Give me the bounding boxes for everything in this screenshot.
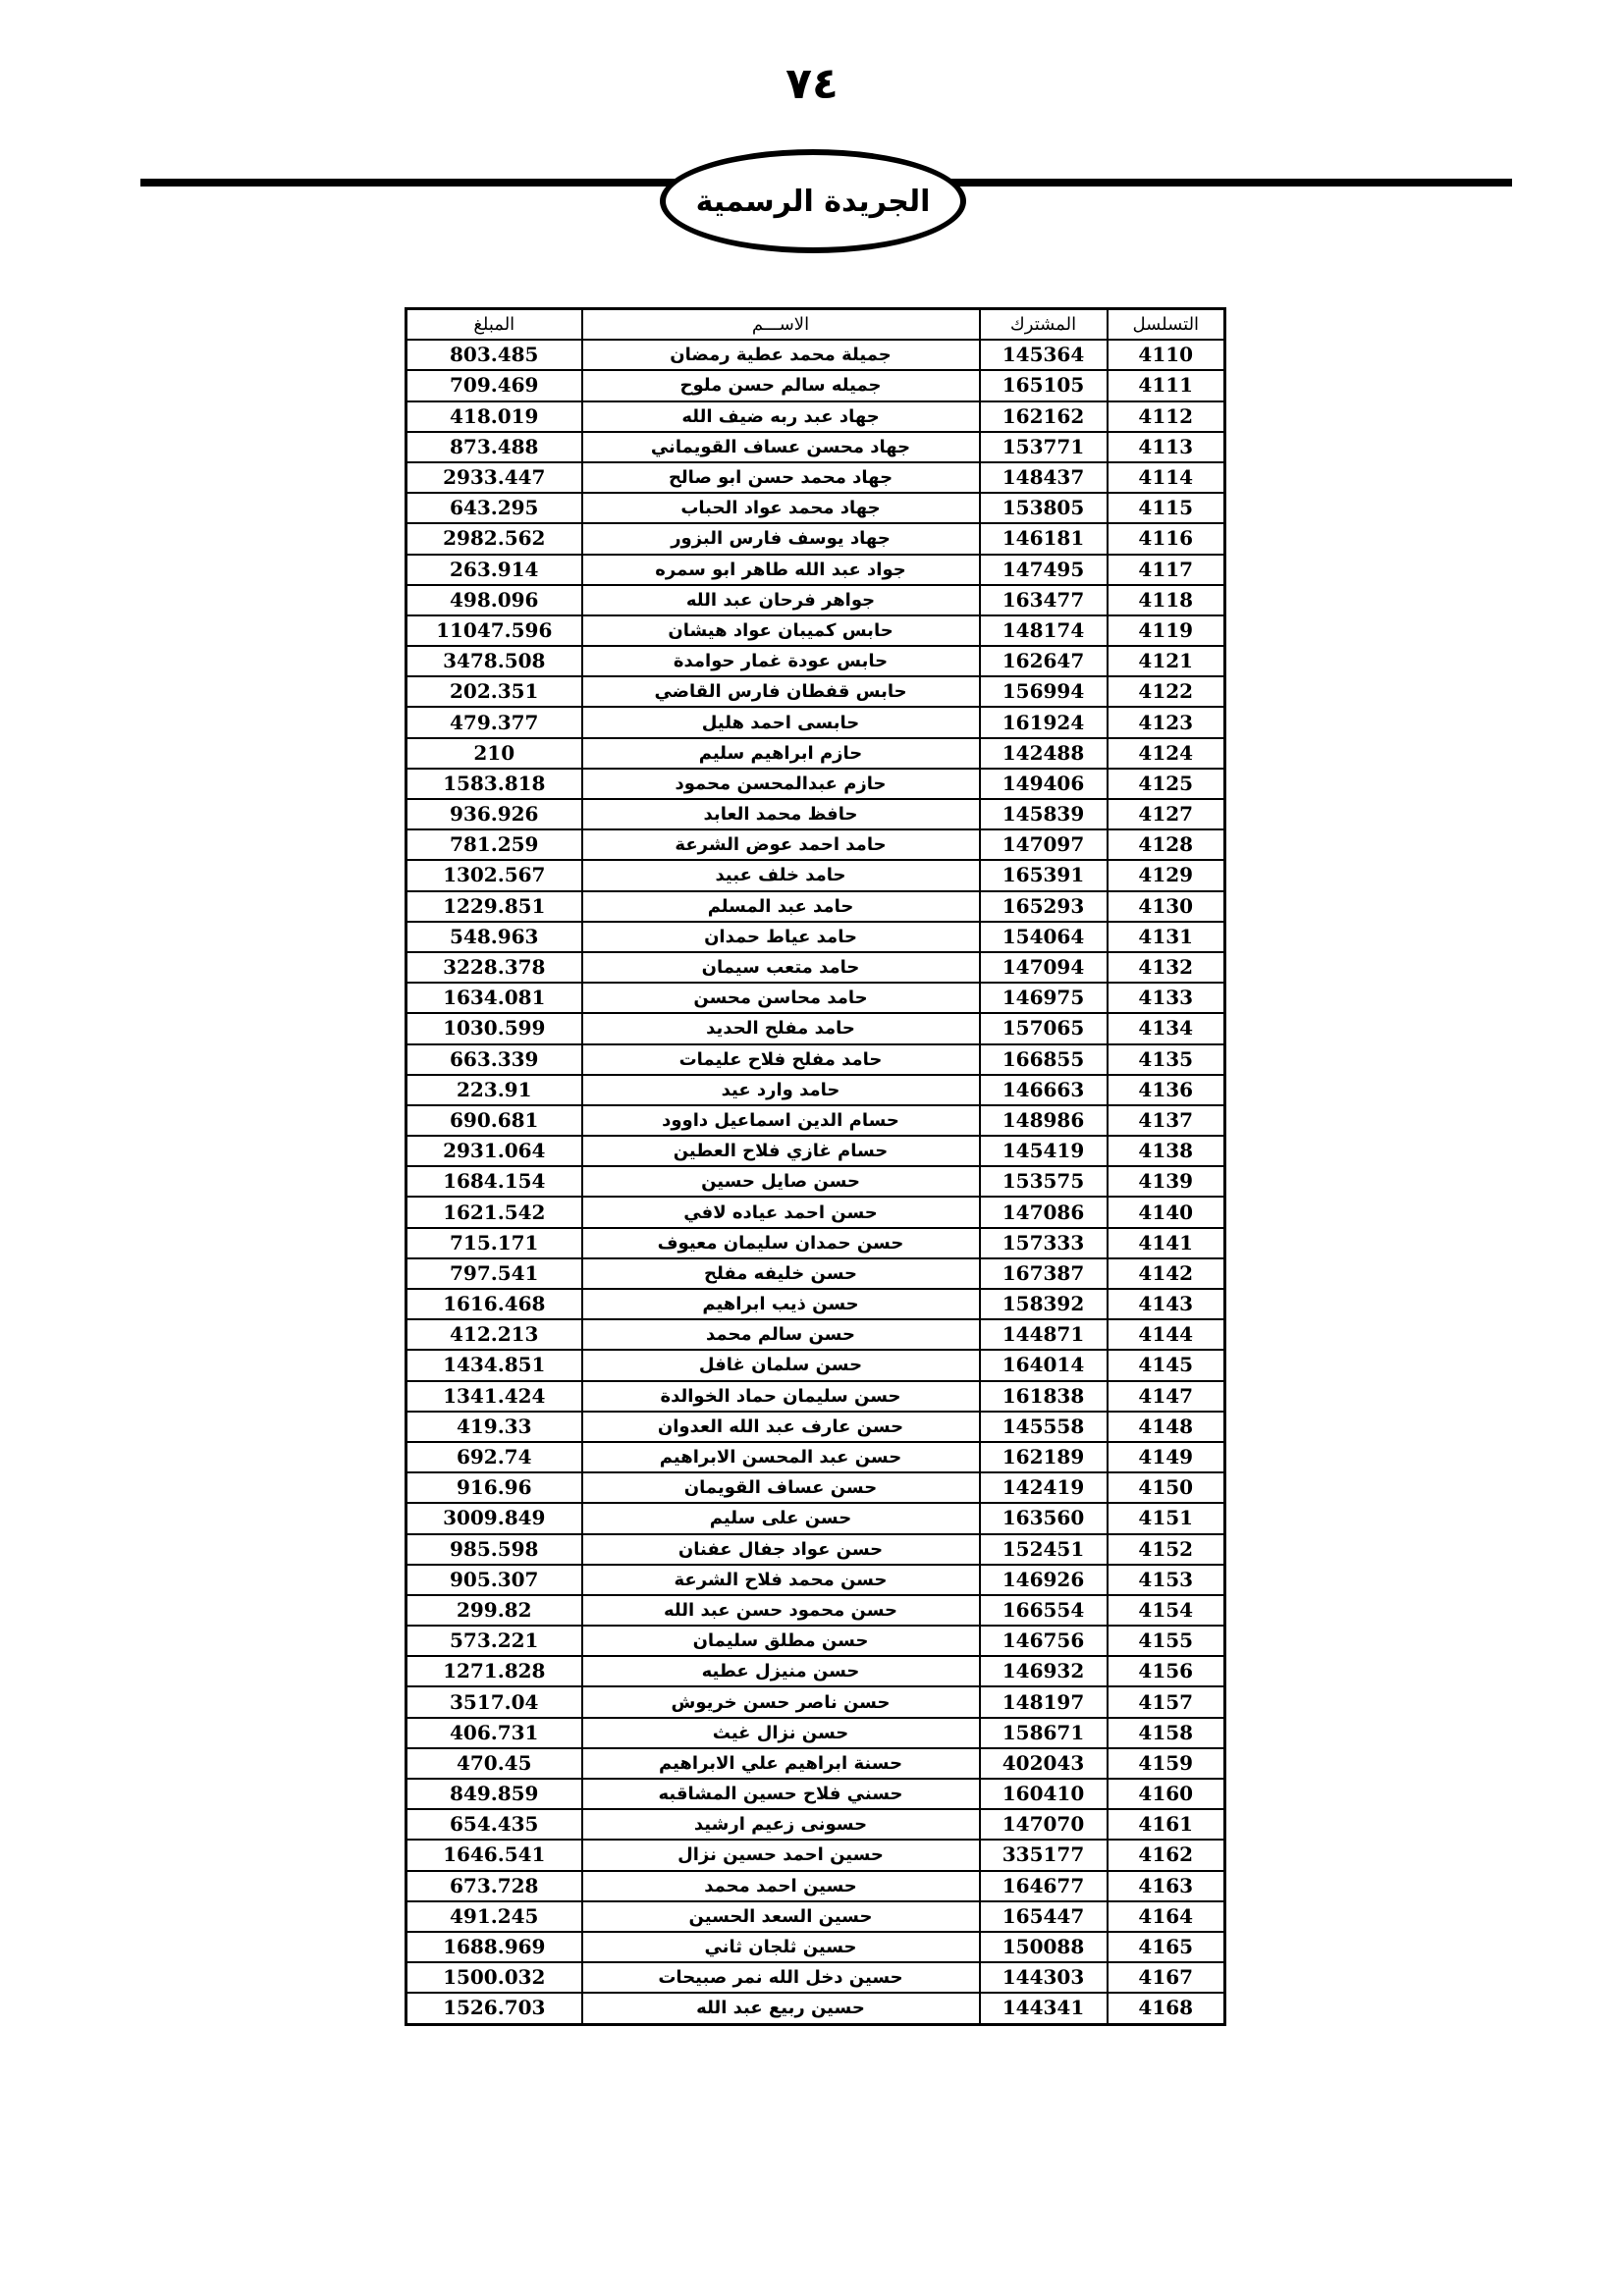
subscriber-cell: 145558 bbox=[980, 1412, 1108, 1442]
subscriber-cell: 164677 bbox=[980, 1871, 1108, 1901]
subscriber-cell: 153805 bbox=[980, 493, 1108, 523]
name-cell: جواهر فرحان عبد الله bbox=[582, 585, 980, 615]
amount-cell: 1646.541 bbox=[406, 1840, 582, 1870]
serial-cell: 4125 bbox=[1108, 769, 1225, 799]
table-row bbox=[406, 769, 1225, 799]
amount-cell: 936.926 bbox=[406, 799, 582, 829]
name-cell: حسن مطلق سليمان bbox=[582, 1626, 980, 1656]
table-row bbox=[406, 1319, 1225, 1350]
serial-cell: 4133 bbox=[1108, 983, 1225, 1013]
table-row bbox=[406, 799, 1225, 829]
name-cell: حابس كميبان عواد هيشان bbox=[582, 615, 980, 646]
subscriber-cell: 161838 bbox=[980, 1381, 1108, 1412]
serial-cell: 4155 bbox=[1108, 1626, 1225, 1656]
serial-cell: 4129 bbox=[1108, 860, 1225, 890]
amount-cell: 1434.851 bbox=[406, 1350, 582, 1380]
subscriber-cell: 162647 bbox=[980, 646, 1108, 676]
column-header-serial: التسلسل bbox=[1108, 309, 1225, 341]
name-cell: حسونى زعيم ارشيد bbox=[582, 1809, 980, 1840]
column-header-amount: المبلغ bbox=[406, 309, 582, 341]
serial-cell: 4137 bbox=[1108, 1105, 1225, 1136]
amount-cell: 673.728 bbox=[406, 1871, 582, 1901]
name-cell: حسين ربيع عبد الله bbox=[582, 1993, 980, 2024]
subscriber-cell: 145419 bbox=[980, 1136, 1108, 1166]
amount-cell: 1229.851 bbox=[406, 891, 582, 922]
amount-cell: 2933.447 bbox=[406, 462, 582, 493]
amount-cell: 1030.599 bbox=[406, 1013, 582, 1043]
name-cell: حسن محمود حسن عبد الله bbox=[582, 1595, 980, 1626]
amount-cell: 985.598 bbox=[406, 1534, 582, 1565]
name-cell: حسن منيزل عطيه bbox=[582, 1656, 980, 1686]
subscriber-cell: 154064 bbox=[980, 922, 1108, 952]
subscriber-cell: 165447 bbox=[980, 1901, 1108, 1932]
serial-cell: 4130 bbox=[1108, 891, 1225, 922]
table-row bbox=[406, 983, 1225, 1013]
table-row bbox=[406, 1442, 1225, 1472]
amount-cell: 692.74 bbox=[406, 1442, 582, 1472]
serial-cell: 4145 bbox=[1108, 1350, 1225, 1380]
amount-cell: 210 bbox=[406, 738, 582, 769]
table-row bbox=[406, 1289, 1225, 1319]
table-row bbox=[406, 1534, 1225, 1565]
table-row bbox=[406, 1993, 1225, 2024]
name-cell: جواد عبد الله طاهر ابو سمره bbox=[582, 555, 980, 585]
serial-cell: 4163 bbox=[1108, 1871, 1225, 1901]
table-row bbox=[406, 1809, 1225, 1840]
name-cell: حسني فلاح حسين المشاقبه bbox=[582, 1779, 980, 1809]
table-row bbox=[406, 1350, 1225, 1380]
name-cell: جميلة محمد عطية رمضان bbox=[582, 340, 980, 370]
name-cell: حامد وارد عيد bbox=[582, 1075, 980, 1105]
name-cell: حسن سالم محمد bbox=[582, 1319, 980, 1350]
amount-cell: 663.339 bbox=[406, 1044, 582, 1075]
table-row bbox=[406, 585, 1225, 615]
serial-cell: 4168 bbox=[1108, 1993, 1225, 2024]
amount-cell: 1583.818 bbox=[406, 769, 582, 799]
name-cell: حامد عياط حمدان bbox=[582, 922, 980, 952]
subscriber-cell: 166554 bbox=[980, 1595, 1108, 1626]
name-cell: جهاد يوسف فارس البزور bbox=[582, 523, 980, 554]
amount-cell: 690.681 bbox=[406, 1105, 582, 1136]
table-row bbox=[406, 555, 1225, 585]
table-row bbox=[406, 1718, 1225, 1748]
name-cell: حسام الدين اسماعيل داوود bbox=[582, 1105, 980, 1136]
table-row bbox=[406, 1901, 1225, 1932]
table-row bbox=[406, 860, 1225, 890]
table-header-row bbox=[406, 309, 1225, 341]
table-row bbox=[406, 493, 1225, 523]
table-row bbox=[406, 1840, 1225, 1870]
amount-cell: 1271.828 bbox=[406, 1656, 582, 1686]
subscriber-cell: 156994 bbox=[980, 676, 1108, 707]
name-cell: حامد خلف عبيد bbox=[582, 860, 980, 890]
table-row bbox=[406, 646, 1225, 676]
amount-cell: 573.221 bbox=[406, 1626, 582, 1656]
amount-cell: 2931.064 bbox=[406, 1136, 582, 1166]
serial-cell: 4117 bbox=[1108, 555, 1225, 585]
amount-cell: 3009.849 bbox=[406, 1503, 582, 1533]
serial-cell: 4158 bbox=[1108, 1718, 1225, 1748]
name-cell: حامد مفلح فلاح عليمات bbox=[582, 1044, 980, 1075]
name-cell: جهاد عبد ربه ضيف الله bbox=[582, 401, 980, 432]
name-cell: حسين احمد محمد bbox=[582, 1871, 980, 1901]
subscriber-cell: 153575 bbox=[980, 1166, 1108, 1197]
name-cell: حابس عودة غمار حوامدة bbox=[582, 646, 980, 676]
amount-cell: 797.541 bbox=[406, 1258, 582, 1289]
amount-cell: 1341.424 bbox=[406, 1381, 582, 1412]
table-row bbox=[406, 1779, 1225, 1809]
name-cell: حسن ذيب ابراهيم bbox=[582, 1289, 980, 1319]
name-cell: حابس قفطان فارس القاضي bbox=[582, 676, 980, 707]
serial-cell: 4119 bbox=[1108, 615, 1225, 646]
amount-cell: 3478.508 bbox=[406, 646, 582, 676]
table-row bbox=[406, 707, 1225, 737]
serial-cell: 4136 bbox=[1108, 1075, 1225, 1105]
serial-cell: 4161 bbox=[1108, 1809, 1225, 1840]
table-row bbox=[406, 1044, 1225, 1075]
name-cell: حسين دخل الله نمر صبيحات bbox=[582, 1962, 980, 1993]
name-cell: جهاد محمد حسن ابو صالح bbox=[582, 462, 980, 493]
amount-cell: 1684.154 bbox=[406, 1166, 582, 1197]
name-cell: حسن ناصر حسن خريوش bbox=[582, 1686, 980, 1717]
name-cell: حسين ثلجان ثاني bbox=[582, 1932, 980, 1962]
subscriber-cell: 157333 bbox=[980, 1228, 1108, 1258]
amount-cell: 1500.032 bbox=[406, 1962, 582, 1993]
subscriber-cell: 152451 bbox=[980, 1534, 1108, 1565]
name-cell: حسن صايل حسين bbox=[582, 1166, 980, 1197]
name-cell: حازم ابراهيم سليم bbox=[582, 738, 980, 769]
table-row bbox=[406, 1013, 1225, 1043]
serial-cell: 4152 bbox=[1108, 1534, 1225, 1565]
serial-cell: 4154 bbox=[1108, 1595, 1225, 1626]
amount-cell: 202.351 bbox=[406, 676, 582, 707]
serial-cell: 4112 bbox=[1108, 401, 1225, 432]
amount-cell: 470.45 bbox=[406, 1748, 582, 1779]
table-row bbox=[406, 1932, 1225, 1962]
subscriber-cell: 161924 bbox=[980, 707, 1108, 737]
subscriber-cell: 148197 bbox=[980, 1686, 1108, 1717]
subscriber-cell: 142488 bbox=[980, 738, 1108, 769]
amount-cell: 548.963 bbox=[406, 922, 582, 952]
subscriber-cell: 167387 bbox=[980, 1258, 1108, 1289]
serial-cell: 4139 bbox=[1108, 1166, 1225, 1197]
serial-cell: 4156 bbox=[1108, 1656, 1225, 1686]
table-row bbox=[406, 1962, 1225, 1993]
name-cell: حسن عساف القويمان bbox=[582, 1472, 980, 1503]
name-cell: حابسى احمد هليل bbox=[582, 707, 980, 737]
table-row bbox=[406, 523, 1225, 554]
amount-cell: 1634.081 bbox=[406, 983, 582, 1013]
subscriber-cell: 165293 bbox=[980, 891, 1108, 922]
subscriber-cell: 146926 bbox=[980, 1565, 1108, 1595]
amount-cell: 709.469 bbox=[406, 370, 582, 400]
table-row bbox=[406, 952, 1225, 983]
table-row bbox=[406, 1136, 1225, 1166]
name-cell: حسين السعد الحسين bbox=[582, 1901, 980, 1932]
serial-cell: 4140 bbox=[1108, 1197, 1225, 1227]
table-row bbox=[406, 676, 1225, 707]
serial-cell: 4135 bbox=[1108, 1044, 1225, 1075]
subscriber-cell: 146756 bbox=[980, 1626, 1108, 1656]
serial-cell: 4144 bbox=[1108, 1319, 1225, 1350]
amount-cell: 418.019 bbox=[406, 401, 582, 432]
amount-cell: 11047.596 bbox=[406, 615, 582, 646]
serial-cell: 4123 bbox=[1108, 707, 1225, 737]
name-cell: حسن نزال غيث bbox=[582, 1718, 980, 1748]
serial-cell: 4132 bbox=[1108, 952, 1225, 983]
serial-cell: 4151 bbox=[1108, 1503, 1225, 1533]
name-cell: جميله سالم حسن ملوح bbox=[582, 370, 980, 400]
amount-cell: 479.377 bbox=[406, 707, 582, 737]
name-cell: حسن احمد عياده لافي bbox=[582, 1197, 980, 1227]
serial-cell: 4162 bbox=[1108, 1840, 1225, 1870]
name-cell: حسن عارف عبد الله العدوان bbox=[582, 1412, 980, 1442]
name-cell: حامد عبد المسلم bbox=[582, 891, 980, 922]
amount-cell: 3228.378 bbox=[406, 952, 582, 983]
subscriber-cell: 402043 bbox=[980, 1748, 1108, 1779]
subscriber-cell: 164014 bbox=[980, 1350, 1108, 1380]
subscriber-cell: 147094 bbox=[980, 952, 1108, 983]
name-cell: حسن عبد المحسن الابراهيم bbox=[582, 1442, 980, 1472]
serial-cell: 4147 bbox=[1108, 1381, 1225, 1412]
amount-cell: 299.82 bbox=[406, 1595, 582, 1626]
table-row bbox=[406, 1626, 1225, 1656]
table-row bbox=[406, 340, 1225, 370]
subscriber-cell: 163477 bbox=[980, 585, 1108, 615]
subscriber-cell: 158392 bbox=[980, 1289, 1108, 1319]
subscriber-cell: 144303 bbox=[980, 1962, 1108, 1993]
page-number: ٧٤ bbox=[785, 59, 839, 109]
amount-cell: 491.245 bbox=[406, 1901, 582, 1932]
amount-cell: 263.914 bbox=[406, 555, 582, 585]
serial-cell: 4116 bbox=[1108, 523, 1225, 554]
subscriber-cell: 163560 bbox=[980, 1503, 1108, 1533]
serial-cell: 4157 bbox=[1108, 1686, 1225, 1717]
column-header-name: الاســـم bbox=[582, 309, 980, 341]
table-row bbox=[406, 1105, 1225, 1136]
name-cell: حسنة ابراهيم علي الابراهيم bbox=[582, 1748, 980, 1779]
subscriber-cell: 165105 bbox=[980, 370, 1108, 400]
subscriber-cell: 146181 bbox=[980, 523, 1108, 554]
amount-cell: 1621.542 bbox=[406, 1197, 582, 1227]
subscriber-cell: 162162 bbox=[980, 401, 1108, 432]
subscriber-cell: 157065 bbox=[980, 1013, 1108, 1043]
amount-cell: 1302.567 bbox=[406, 860, 582, 890]
name-cell: حامد مفلح الحديد bbox=[582, 1013, 980, 1043]
serial-cell: 4131 bbox=[1108, 922, 1225, 952]
subscriber-cell: 335177 bbox=[980, 1840, 1108, 1870]
amount-cell: 715.171 bbox=[406, 1228, 582, 1258]
table-row bbox=[406, 1656, 1225, 1686]
amount-cell: 419.33 bbox=[406, 1412, 582, 1442]
subscriber-cell: 160410 bbox=[980, 1779, 1108, 1809]
serial-cell: 4115 bbox=[1108, 493, 1225, 523]
table-row bbox=[406, 432, 1225, 462]
subscriber-cell: 147097 bbox=[980, 829, 1108, 860]
subscriber-cell: 144341 bbox=[980, 1993, 1108, 2024]
amount-cell: 2982.562 bbox=[406, 523, 582, 554]
name-cell: جهاد محمد عواد الحباب bbox=[582, 493, 980, 523]
amount-cell: 1526.703 bbox=[406, 1993, 582, 2024]
amount-cell: 873.488 bbox=[406, 432, 582, 462]
amount-cell: 406.731 bbox=[406, 1718, 582, 1748]
serial-cell: 4148 bbox=[1108, 1412, 1225, 1442]
subscriber-cell: 142419 bbox=[980, 1472, 1108, 1503]
subscriber-cell: 146975 bbox=[980, 983, 1108, 1013]
subscriber-cell: 148437 bbox=[980, 462, 1108, 493]
amount-cell: 1616.468 bbox=[406, 1289, 582, 1319]
subscriber-cell: 146663 bbox=[980, 1075, 1108, 1105]
serial-cell: 4150 bbox=[1108, 1472, 1225, 1503]
name-cell: حسن على سليم bbox=[582, 1503, 980, 1533]
name-cell: حسن خليفه مفلح bbox=[582, 1258, 980, 1289]
serial-cell: 4159 bbox=[1108, 1748, 1225, 1779]
table-row bbox=[406, 370, 1225, 400]
name-cell: حسن سليمان حماد الخوالدة bbox=[582, 1381, 980, 1412]
gazette-title: الجريدة الرسمية bbox=[695, 184, 931, 219]
serial-cell: 4121 bbox=[1108, 646, 1225, 676]
serial-cell: 4165 bbox=[1108, 1932, 1225, 1962]
serial-cell: 4141 bbox=[1108, 1228, 1225, 1258]
table-row bbox=[406, 1258, 1225, 1289]
table-row bbox=[406, 829, 1225, 860]
serial-cell: 4160 bbox=[1108, 1779, 1225, 1809]
subscriber-cell: 145839 bbox=[980, 799, 1108, 829]
amount-cell: 654.435 bbox=[406, 1809, 582, 1840]
subscriber-cell: 166855 bbox=[980, 1044, 1108, 1075]
name-cell: حامد احمد عوض الشرعة bbox=[582, 829, 980, 860]
amount-cell: 1688.969 bbox=[406, 1932, 582, 1962]
amount-cell: 803.485 bbox=[406, 340, 582, 370]
name-cell: حسين احمد حسين نزال bbox=[582, 1840, 980, 1870]
subscriber-cell: 158671 bbox=[980, 1718, 1108, 1748]
name-cell: حسام غازي فلاح العطين bbox=[582, 1136, 980, 1166]
subscriber-cell: 144871 bbox=[980, 1319, 1108, 1350]
table-row bbox=[406, 1166, 1225, 1197]
title-oval bbox=[660, 149, 966, 253]
serial-cell: 4110 bbox=[1108, 340, 1225, 370]
name-cell: حازم عبدالمحسن محمود bbox=[582, 769, 980, 799]
table-row bbox=[406, 1748, 1225, 1779]
serial-cell: 4149 bbox=[1108, 1442, 1225, 1472]
table-row bbox=[406, 615, 1225, 646]
subscriber-cell: 145364 bbox=[980, 340, 1108, 370]
subscriber-cell: 165391 bbox=[980, 860, 1108, 890]
table-row bbox=[406, 1075, 1225, 1105]
name-cell: حافظ محمد العابد bbox=[582, 799, 980, 829]
serial-cell: 4138 bbox=[1108, 1136, 1225, 1166]
amount-cell: 905.307 bbox=[406, 1565, 582, 1595]
table-row bbox=[406, 1228, 1225, 1258]
table-row bbox=[406, 1503, 1225, 1533]
name-cell: حسن محمد فلاح الشرعة bbox=[582, 1565, 980, 1595]
table-row bbox=[406, 1565, 1225, 1595]
serial-cell: 4122 bbox=[1108, 676, 1225, 707]
amount-cell: 412.213 bbox=[406, 1319, 582, 1350]
serial-cell: 4111 bbox=[1108, 370, 1225, 400]
serial-cell: 4114 bbox=[1108, 462, 1225, 493]
serial-cell: 4134 bbox=[1108, 1013, 1225, 1043]
serial-cell: 4124 bbox=[1108, 738, 1225, 769]
name-cell: حامد محاسن محسن bbox=[582, 983, 980, 1013]
subscriber-cell: 147495 bbox=[980, 555, 1108, 585]
amount-cell: 643.295 bbox=[406, 493, 582, 523]
subscriber-cell: 149406 bbox=[980, 769, 1108, 799]
table-row bbox=[406, 1381, 1225, 1412]
subscriber-cell: 147086 bbox=[980, 1197, 1108, 1227]
amount-cell: 916.96 bbox=[406, 1472, 582, 1503]
subscriber-cell: 150088 bbox=[980, 1932, 1108, 1962]
table-row bbox=[406, 1686, 1225, 1717]
table-row bbox=[406, 1472, 1225, 1503]
column-header-subscriber: المشترك bbox=[980, 309, 1108, 341]
subscriber-cell: 146932 bbox=[980, 1656, 1108, 1686]
serial-cell: 4143 bbox=[1108, 1289, 1225, 1319]
amount-cell: 498.096 bbox=[406, 585, 582, 615]
subscriber-cell: 148174 bbox=[980, 615, 1108, 646]
table-row bbox=[406, 462, 1225, 493]
serial-cell: 4118 bbox=[1108, 585, 1225, 615]
amount-cell: 781.259 bbox=[406, 829, 582, 860]
table-row bbox=[406, 1197, 1225, 1227]
table-row bbox=[406, 891, 1225, 922]
subscriber-cell: 148986 bbox=[980, 1105, 1108, 1136]
serial-cell: 4167 bbox=[1108, 1962, 1225, 1993]
table-row bbox=[406, 738, 1225, 769]
subscriber-cell: 147070 bbox=[980, 1809, 1108, 1840]
name-cell: حامد متعب سيمان bbox=[582, 952, 980, 983]
amount-cell: 849.859 bbox=[406, 1779, 582, 1809]
serial-cell: 4128 bbox=[1108, 829, 1225, 860]
subscriber-cell: 153771 bbox=[980, 432, 1108, 462]
amount-cell: 3517.04 bbox=[406, 1686, 582, 1717]
table-row bbox=[406, 922, 1225, 952]
subscriber-cell: 162189 bbox=[980, 1442, 1108, 1472]
table-row bbox=[406, 1871, 1225, 1901]
serial-cell: 4113 bbox=[1108, 432, 1225, 462]
amount-cell: 223.91 bbox=[406, 1075, 582, 1105]
table-row bbox=[406, 1412, 1225, 1442]
name-cell: حسن سلمان غافل bbox=[582, 1350, 980, 1380]
serial-cell: 4127 bbox=[1108, 799, 1225, 829]
table-row bbox=[406, 401, 1225, 432]
serial-cell: 4142 bbox=[1108, 1258, 1225, 1289]
name-cell: حسن حمدان سليمان معيوف bbox=[582, 1228, 980, 1258]
serial-cell: 4164 bbox=[1108, 1901, 1225, 1932]
serial-cell: 4153 bbox=[1108, 1565, 1225, 1595]
name-cell: جهاد محسن عساف القويماني bbox=[582, 432, 980, 462]
name-cell: حسن عواد جفال عفنان bbox=[582, 1534, 980, 1565]
subscriber-table bbox=[405, 307, 1226, 2026]
table-row bbox=[406, 1595, 1225, 1626]
